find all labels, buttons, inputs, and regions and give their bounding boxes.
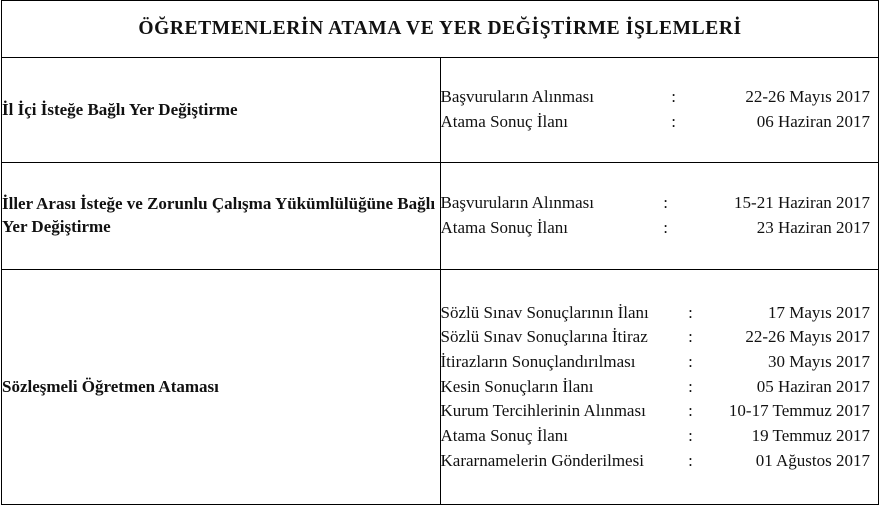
schedule-table <box>1 0 879 505</box>
item-separator: : <box>663 193 668 213</box>
item-separator: : <box>688 376 693 396</box>
list-item <box>441 216 879 241</box>
item-name: Sözlü Sınav Sonuçlarına İtiraz <box>440 327 648 347</box>
table-row <box>2 270 879 505</box>
item-name: Başvuruların Alınması <box>440 87 594 107</box>
item-separator: : <box>688 302 693 322</box>
list-item <box>441 350 879 375</box>
item-date: 30 Mayıs 2017 <box>768 352 870 372</box>
detail-list <box>441 301 879 473</box>
section-details-sozlesmeli <box>440 270 879 505</box>
section-details-il-ici <box>440 58 879 163</box>
list-item <box>441 449 879 474</box>
item-separator: : <box>688 401 693 421</box>
item-separator: : <box>688 327 693 347</box>
item-date: 10-17 Temmuz 2017 <box>728 401 870 421</box>
list-item <box>441 325 879 350</box>
item-name: Kurum Tercihlerinin Alınması <box>440 401 646 421</box>
item-date: 23 Haziran 2017 <box>756 218 870 237</box>
item-date: 06 Haziran 2017 <box>756 112 870 131</box>
section-label-text: İller Arası İsteğe ve Zorunlu Çalışma Yükümlülüğüne Bağlı Yer Değiştirme <box>2 194 436 236</box>
item-name: Atama Sonuç İlanı <box>440 425 568 445</box>
item-name: Kesin Sonuçların İlanı <box>440 376 594 396</box>
section-label-text: Sözleşmeli Öğretmen Ataması <box>2 376 219 396</box>
list-item <box>441 424 879 449</box>
item-date: 19 Temmuz 2017 <box>751 425 870 445</box>
list-item <box>441 399 879 424</box>
item-separator: : <box>688 425 693 445</box>
list-item <box>441 191 879 216</box>
table-row <box>2 58 879 163</box>
item-name: Sözlü Sınav Sonuçlarının İlanı <box>440 302 649 322</box>
item-date: 22-26 Mayıs 2017 <box>745 327 870 347</box>
table-title-row <box>2 1 879 58</box>
item-name: Başvuruların Alınması <box>440 193 594 213</box>
list-item <box>441 301 879 326</box>
item-separator: : <box>688 450 693 470</box>
list-item <box>441 85 879 110</box>
item-separator: : <box>688 352 693 372</box>
item-name: Atama Sonuç İlanı <box>440 218 568 237</box>
detail-list <box>441 191 879 240</box>
item-date: 22-26 Mayıs 2017 <box>745 87 870 107</box>
section-label-iller-arasi <box>2 163 441 270</box>
item-name: Atama Sonuç İlanı <box>440 112 568 131</box>
item-name: Kararnamelerin Gönderilmesi <box>440 450 644 470</box>
list-item <box>441 110 879 135</box>
table-row <box>2 163 879 270</box>
section-label-text: İl İçi İsteğe Bağlı Yer Değiştirme <box>2 99 238 119</box>
item-separator: : <box>663 218 668 237</box>
section-details-iller-arasi <box>440 163 879 270</box>
document-title: ÖĞRETMENLERİN ATAMA VE YER DEĞİŞTİRME İŞLEMLERİ <box>2 1 879 58</box>
item-date: 15-21 Haziran 2017 <box>734 193 870 213</box>
section-label-il-ici <box>2 58 441 163</box>
item-date: 01 Ağustos 2017 <box>755 450 870 470</box>
section-label-sozlesmeli <box>2 270 441 505</box>
item-date: 17 Mayıs 2017 <box>768 302 870 322</box>
list-item <box>441 375 879 400</box>
item-separator: : <box>671 87 676 107</box>
item-date: 05 Haziran 2017 <box>756 376 870 396</box>
item-name: İtirazların Sonuçlandırılması <box>440 352 636 372</box>
detail-list <box>441 85 879 134</box>
item-separator: : <box>671 112 676 131</box>
